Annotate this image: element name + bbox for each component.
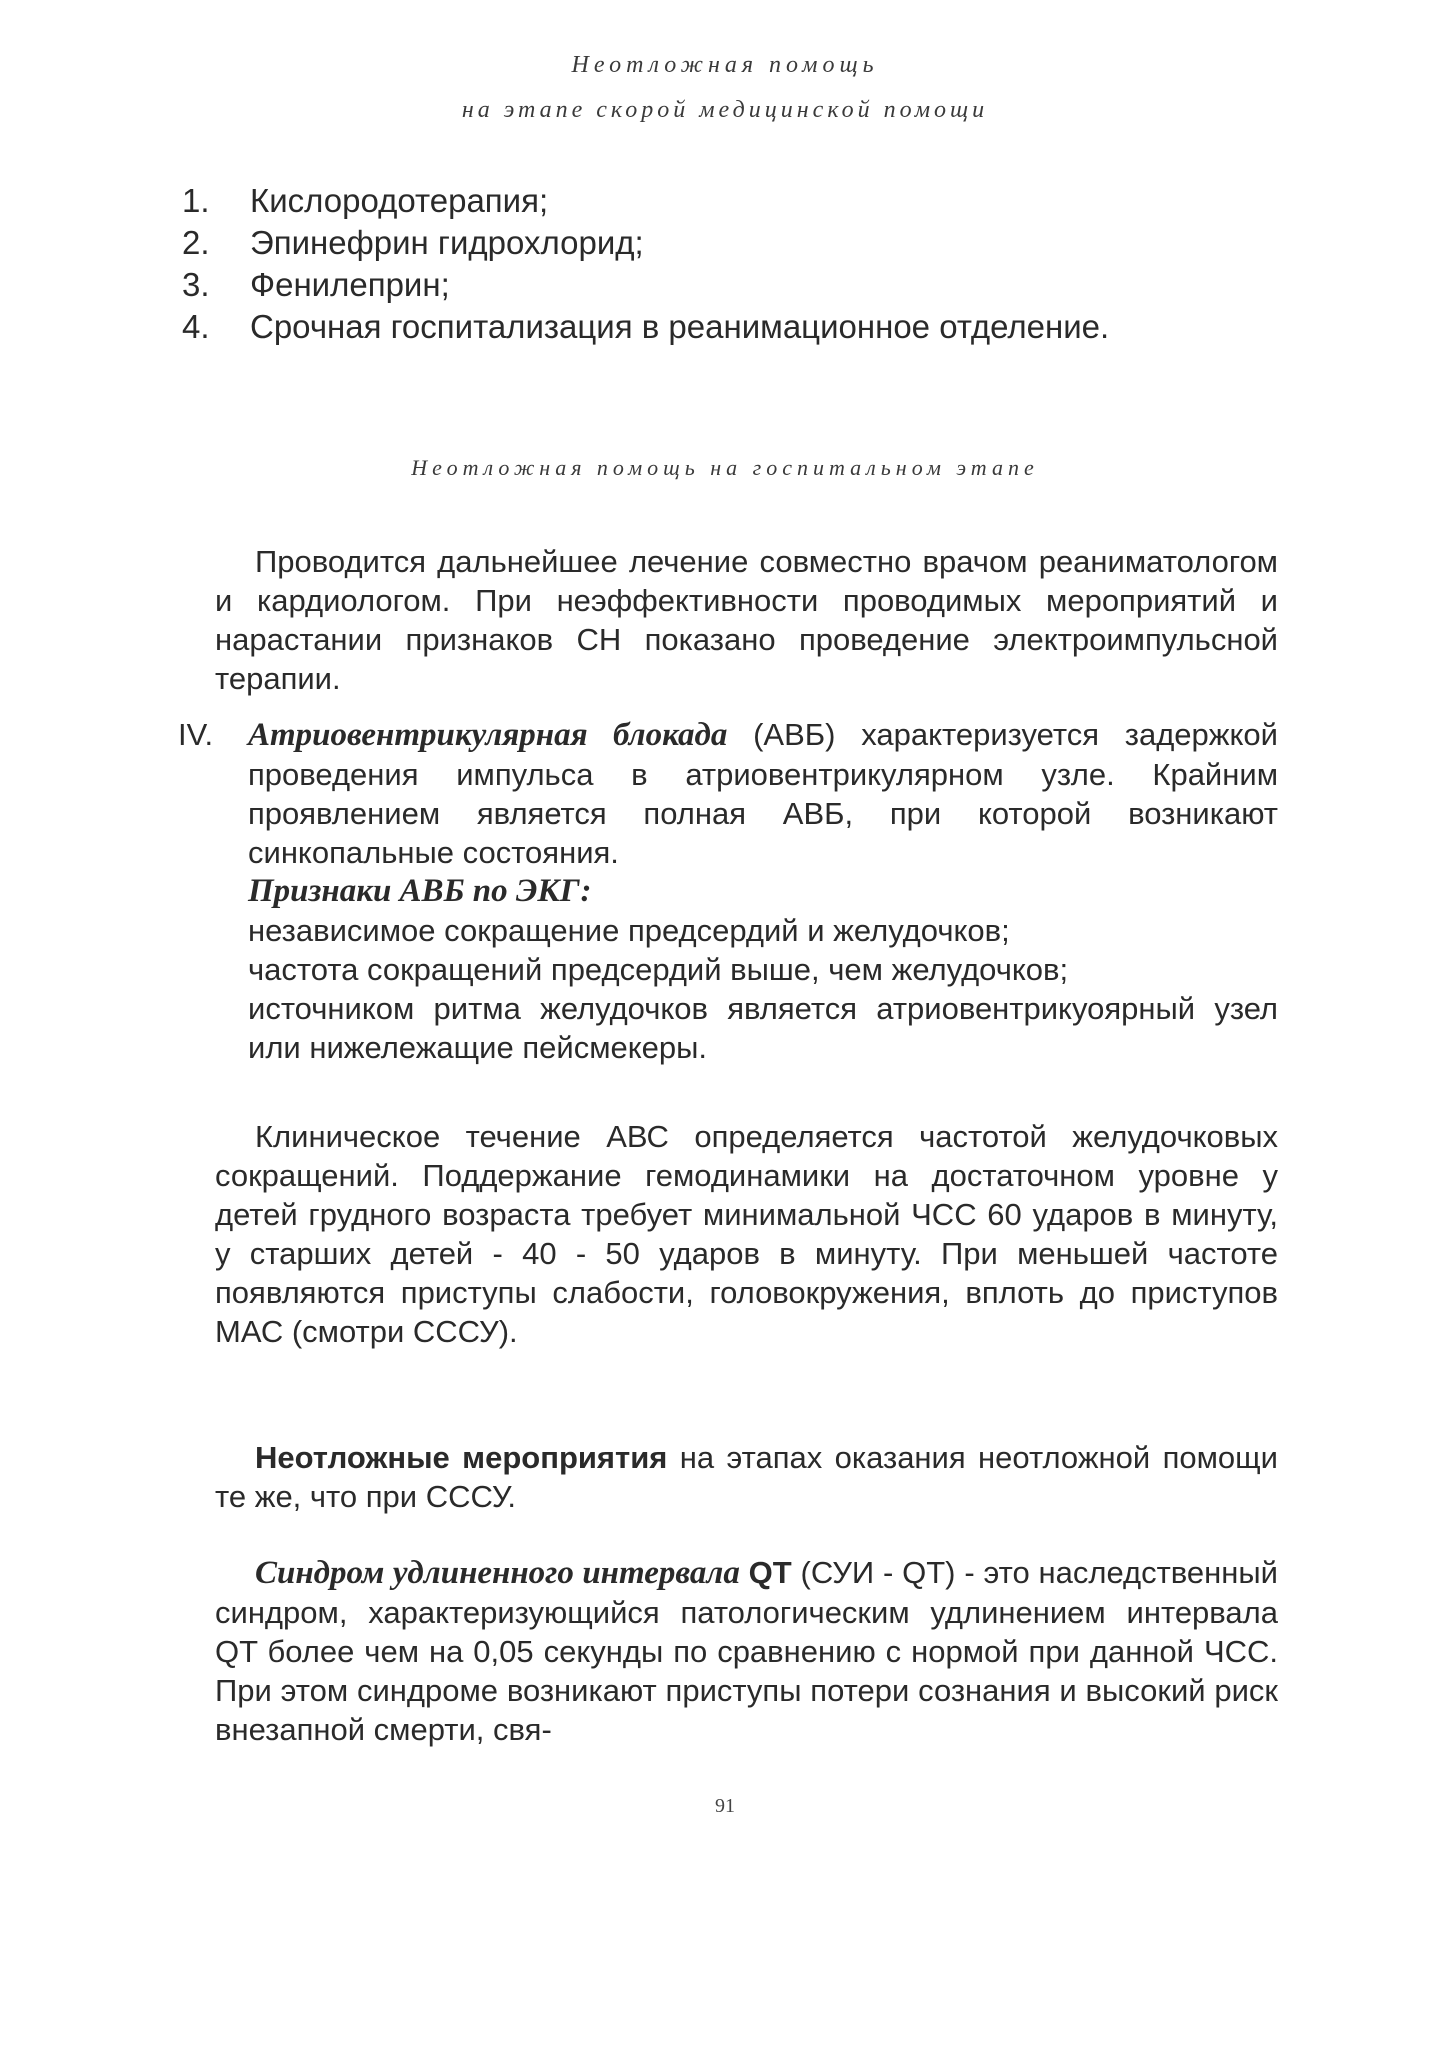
running-head-line1: Неотложная помощь	[571, 52, 879, 78]
list-item-number: 4.	[182, 308, 210, 345]
paragraph-hospital-treatment: Проводится дальнейшее лечение совместно врачом реаниматологом и кардиологом. При неэффективности проводимых мероприятий и нарастании признаков СН показано проведение электроимпульсной терапии.	[215, 544, 1278, 696]
list-item	[182, 222, 1282, 264]
page-number: 91	[715, 1795, 735, 1817]
list-item	[182, 306, 1282, 348]
av-block-term: Атриовентрикулярная блокада	[248, 717, 728, 753]
ecg-sign-item: источником ритма желудочков является атриовентрикуоярный узел или нижележащие пейсмекеры.	[248, 991, 1278, 1065]
av-block-text: (АВБ) характеризуется задержкой проведения импульса в атриовентрикулярном узле. Крайним проявлением является полная АВБ, при которой возникают синкопальные состояния.	[248, 717, 1278, 870]
treatment-list	[182, 180, 1282, 348]
running-head-line2: на этапе скорой медицинской помощи	[461, 97, 989, 123]
urgent-measures-term: Неотложные мероприятия	[255, 1440, 668, 1475]
long-qt-term-qt: QT	[739, 1555, 792, 1590]
ecg-signs-title: Признаки АВБ по ЭКГ:	[248, 873, 592, 909]
section-heading: Неотложная помощь на госпитальном этапе	[411, 455, 1039, 480]
section-number: IV.	[178, 717, 214, 752]
list-item	[182, 264, 1282, 306]
av-block-section	[178, 715, 1278, 1067]
list-item-number: 1.	[182, 182, 210, 219]
long-qt-term: Синдром удлиненного интервала	[255, 1555, 740, 1591]
paragraph-urgent-measures	[215, 1438, 1278, 1516]
list-item-number: 2.	[182, 224, 210, 261]
paragraph-long-qt	[215, 1553, 1278, 1749]
list-item-text: Кислородотерапия;	[250, 182, 549, 219]
list-item-text: Эпинефрин гидрохлорид;	[250, 224, 644, 261]
av-block-definition	[248, 715, 1278, 872]
list-item-number: 3.	[182, 266, 210, 303]
list-item-text: Срочная госпитализация в реанимационное отделение.	[250, 308, 1110, 345]
urgent-measures-text: на этапах оказания неотложной помощи те же, что при СССУ.	[215, 1440, 1278, 1514]
list-item	[182, 180, 1282, 222]
ecg-sign-item: независимое сокращение предсердий и желудочков;	[248, 913, 1010, 948]
ecg-sign-item: частота сокращений предсердий выше, чем желудочков;	[248, 952, 1069, 987]
long-qt-text: (СУИ - QT) - это наследственный синдром, характеризующийся патологическим удлинением интервала QT более чем на 0,05 секунды по сравнению с нормой при данной ЧСС. При этом синдроме возникают приступы потери сознания и высокий риск внезапной смерти, свя-	[215, 1555, 1278, 1747]
list-item-text: Фенилеприн;	[250, 266, 450, 303]
paragraph-clinical-course: Клиническое течение АВС определяется частотой желудочковых сокращений. Поддержание гемодинамики на достаточном уровне у детей грудного возраста требует минимальной ЧСС 60 ударов в минуту, у старших детей - 40 - 50 ударов в минуту. При меньшей частоте появляются приступы слабости, головокружения, вплоть до приступов МАС (смотри СССУ).	[215, 1119, 1278, 1349]
